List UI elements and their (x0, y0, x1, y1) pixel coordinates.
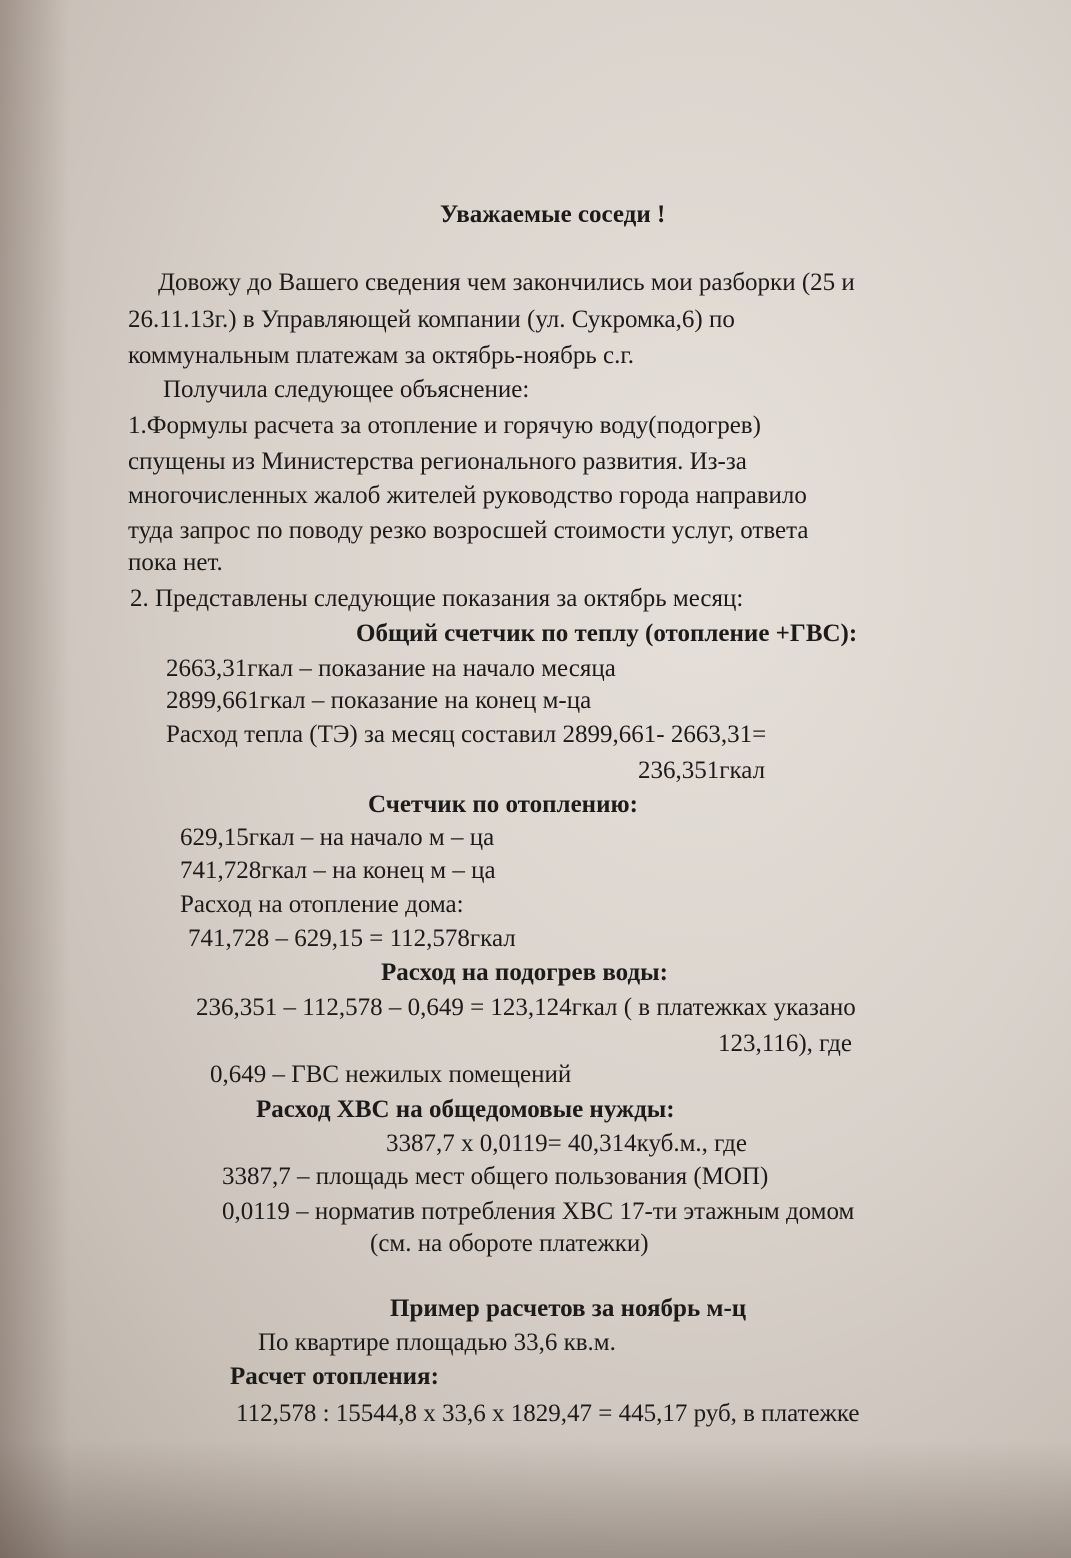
point1-line-2: спущены из Министерства регионального развития. Из-за (128, 448, 747, 475)
heating-meter-heading: Счетчик по отоплению: (368, 791, 638, 818)
heating-meter-line-3: Расход на отопление дома: (180, 891, 464, 918)
water-heating-line-2: 123,116), где (718, 1030, 852, 1057)
point2-line: 2. Представлены следующие показания за октябрь месяц: (130, 585, 744, 612)
general-meter-line-3: Расход тепла (ТЭ) за месяц составил 2899,661- 2663,31= (166, 721, 767, 748)
heating-meter-line-1: 629,15гкал – на начало м – ца (180, 824, 495, 851)
example-heading: Пример расчетов за ноябрь м-ц (390, 1295, 747, 1322)
example-heating-heading: Расчет отопления: (230, 1363, 439, 1390)
heating-meter-line-4: 741,728 – 629,15 = 112,578гкал (188, 925, 516, 952)
general-meter-line-4: 236,351гкал (638, 757, 766, 784)
intro-line-1: Довожу до Вашего сведения чем закончились мои разборки (25 и (158, 269, 855, 296)
intro-line-4: Получила следующее объяснение: (163, 376, 530, 403)
water-heating-heading: Расход на подогрев воды: (381, 959, 668, 986)
cold-water-line-3: 0,0119 – норматив потребления ХВС 17-ти этажным домом (222, 1198, 855, 1225)
water-heating-line-3: 0,649 – ГВС нежилых помещений (210, 1061, 572, 1088)
cold-water-line-4: (см. на обороте платежки) (370, 1230, 649, 1257)
cold-water-heading: Расход ХВС на общедомовые нужды: (256, 1096, 675, 1123)
general-meter-line-2: 2899,661гкал – показание на конец м-ца (166, 687, 592, 714)
intro-line-2: 26.11.13г.) в Управляющей компании (ул. Сукромка,6) по (128, 306, 735, 333)
point1-line-3: многочисленных жалоб жителей руководство города направило (128, 482, 807, 509)
document-title: Уважаемые соседи ! (440, 201, 666, 228)
heating-meter-line-2: 741,728гкал – на конец м – ца (180, 857, 496, 884)
shadow-bottom (0, 1440, 1071, 1558)
intro-line-3: коммунальным платежам за октябрь-ноябрь с.г. (128, 342, 635, 369)
cold-water-line-2: 3387,7 – площадь мест общего пользования (МОП) (222, 1163, 769, 1190)
example-heating-formula: 112,578 : 15544,8 х 33,6 х 1829,47 = 445,17 руб, в платежке (236, 1400, 860, 1427)
general-meter-line-1: 2663,31гкал – показание на начало месяца (166, 655, 616, 682)
shadow-left (0, 0, 70, 1558)
cold-water-line-1: 3387,7 х 0,0119= 40,314куб.м., где (386, 1130, 747, 1157)
point1-line-5: пока нет. (128, 549, 223, 576)
water-heating-line-1: 236,351 – 112,578 – 0,649 = 123,124гкал ( в платежках указано (196, 994, 856, 1021)
example-apartment: По квартире площадью 33,6 кв.м. (258, 1329, 616, 1356)
point1-line-1: 1.Формулы расчета за отопление и горячую воду(подогрев) (128, 412, 761, 439)
point1-line-4: туда запрос по поводу резко возросшей стоимости услуг, ответа (128, 517, 809, 544)
general-meter-heading: Общий счетчик по теплу (отопление +ГВС): (356, 620, 858, 647)
